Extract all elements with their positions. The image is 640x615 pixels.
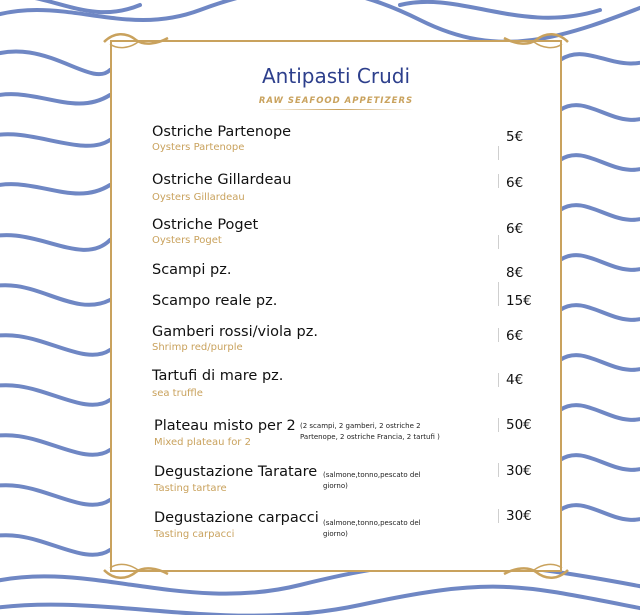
item-price: 6€ — [506, 175, 524, 191]
menu-title: Antipasti Crudi — [262, 64, 410, 88]
item-note: (salmone,tonno,pescato del giorno) — [323, 471, 421, 490]
menu-item — [152, 124, 291, 153]
menu-item — [152, 324, 318, 353]
item-price: 4€ — [506, 372, 524, 388]
menu-item — [152, 368, 283, 399]
item-price: 30€ — [506, 508, 532, 524]
price-divider — [498, 146, 499, 160]
item-translation: Oysters Partenope — [152, 142, 245, 153]
ornament-top-right — [500, 30, 570, 52]
menu-item — [152, 262, 231, 278]
price-divider — [498, 235, 499, 249]
item-name: Gamberi rossi/viola pz. — [152, 324, 318, 340]
item-price: 30€ — [506, 463, 532, 479]
item-name: Ostriche Poget — [152, 217, 259, 233]
item-translation: Tasting tartare — [154, 483, 227, 494]
price-divider — [498, 418, 499, 432]
item-price: 15€ — [506, 293, 532, 309]
item-name: Ostriche Partenope — [152, 124, 292, 140]
item-name: Tartufi di mare pz. — [152, 368, 284, 384]
price-divider — [498, 509, 499, 523]
item-price: 50€ — [506, 417, 532, 433]
item-price: 5€ — [506, 129, 524, 145]
item-note: (salmone,tonno,pescato del giorno) — [323, 519, 421, 538]
item-price: 6€ — [506, 328, 524, 344]
menu-item — [152, 172, 291, 203]
price-divider — [498, 463, 499, 477]
item-translation: Tasting carpacci — [154, 529, 235, 540]
item-name: Degustazione Taratare — [154, 464, 318, 480]
menu-item — [154, 418, 296, 448]
price-divider — [498, 174, 499, 188]
price-divider — [498, 328, 499, 342]
ornament-bottom-right — [500, 560, 570, 582]
menu-card — [110, 40, 562, 572]
item-translation: Oysters Poget — [152, 235, 222, 246]
price-divider — [498, 292, 499, 306]
menu-subtitle: RAW SEAFOOD APPETIZERS — [258, 96, 414, 106]
price-divider — [498, 373, 499, 387]
subtitle-divider — [262, 109, 414, 110]
menu-item — [152, 293, 277, 309]
item-translation: Shrimp red/purple — [152, 342, 243, 353]
item-translation: Mixed plateau for 2 — [154, 437, 251, 448]
item-name: Scampi pz. — [152, 262, 232, 278]
item-price: 8€ — [506, 265, 524, 281]
ornament-top-left — [102, 30, 172, 52]
item-translation: sea truffle — [152, 388, 203, 399]
item-name: Degustazione carpacci — [154, 510, 319, 526]
item-note: (2 scampi, 2 gamberi, 2 ostriche 2 Partenope, 2 ostriche Francia, 2 tartufi ) — [300, 422, 440, 441]
ornament-bottom-left — [102, 560, 172, 582]
menu-item — [152, 217, 258, 246]
item-name: Scampo reale pz. — [152, 293, 278, 309]
item-name: Ostriche Gillardeau — [152, 172, 292, 188]
menu-item — [154, 464, 317, 494]
item-name: Plateau misto per 2 — [154, 418, 296, 434]
item-price: 6€ — [506, 221, 524, 237]
menu-item — [154, 510, 319, 540]
item-translation: Oysters Gillardeau — [152, 192, 245, 203]
